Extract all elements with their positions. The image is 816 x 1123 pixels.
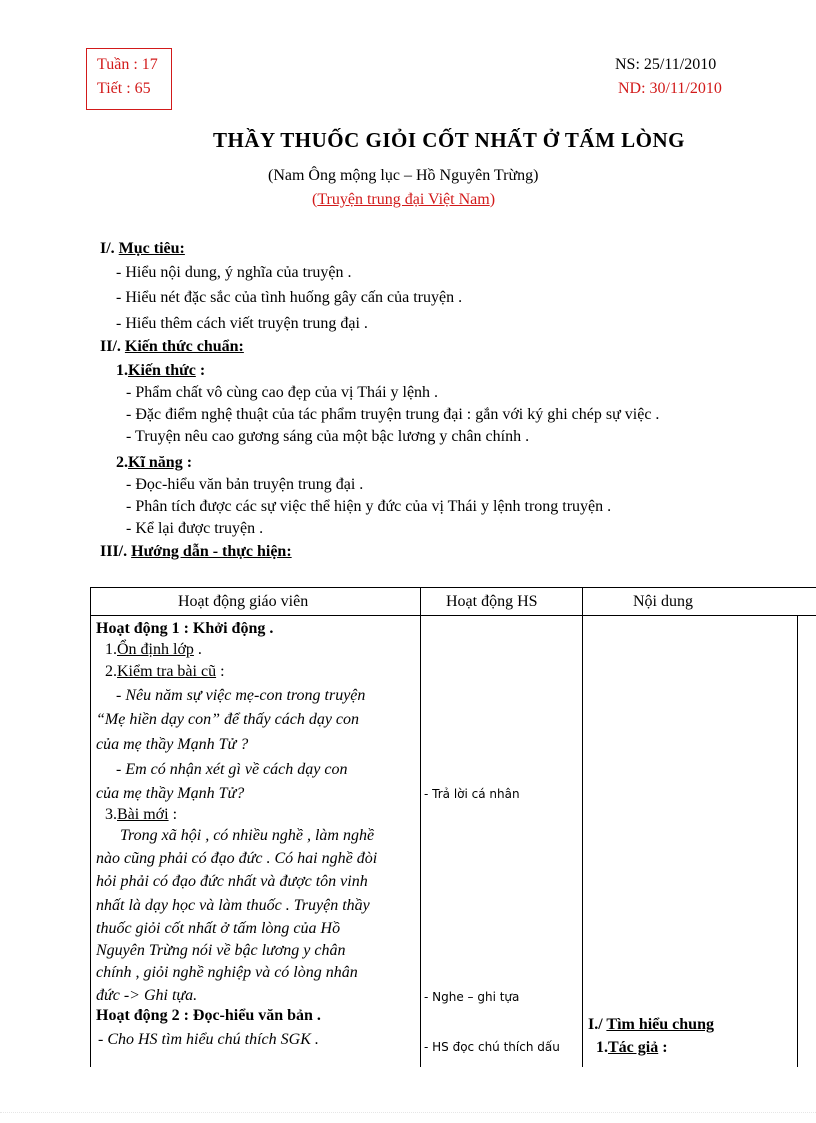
skill-item: - Đọc-hiểu văn bản truyện trung đại . bbox=[126, 476, 364, 493]
skill-item: - Phân tích được các sự việc thể hiện y đức của vị Thái y lệnh trong truyện . bbox=[126, 498, 612, 515]
skill-item: - Kể lại được truyện . bbox=[126, 520, 264, 537]
intro-line: đức -> Ghi tựa. bbox=[96, 987, 198, 1004]
nd-date: ND: 30/11/2010 bbox=[618, 80, 722, 97]
step-class-settle: 1.Ổn định lớp . bbox=[105, 641, 202, 658]
section-3-heading: III/. Hướng dẫn - thực hiện: bbox=[100, 543, 292, 560]
content-author-heading: 1.Tác giả : bbox=[596, 1039, 668, 1056]
lesson-label: Tiết : 65 bbox=[97, 80, 151, 97]
table-border-top bbox=[90, 587, 816, 588]
step-new-lesson: 3.Bài mới : bbox=[105, 806, 178, 823]
table-header-nd: Nội dung bbox=[633, 593, 693, 610]
objective-item: - Hiểu thêm cách viết truyện trung đại . bbox=[116, 315, 368, 332]
activity-2-item: - Cho HS tìm hiểu chú thích SGK . bbox=[98, 1031, 319, 1048]
knowledge-item: - Đặc điểm nghệ thuật của tác phẩm truyện trung đại : gắn với ký ghi chép sự việc . bbox=[126, 406, 660, 423]
subtitle-genre: (Truyện trung đại Việt Nam) bbox=[312, 191, 496, 208]
table-header-divider bbox=[90, 615, 816, 616]
intro-line: Trong xã hội , có nhiều nghề , làm nghề bbox=[120, 827, 375, 844]
table-col-divider bbox=[420, 587, 421, 1067]
student-answer: - Trả lời cá nhân bbox=[424, 787, 520, 801]
table-col-divider bbox=[797, 615, 798, 1067]
section-2-heading: II/. Kiến thức chuẩn: bbox=[100, 338, 244, 355]
intro-line: chính , giỏi nghề nghiệp và có lòng nhân bbox=[96, 964, 358, 981]
table-col-divider bbox=[582, 587, 583, 1067]
knowledge-item: - Truyện nêu cao gương sáng của một bậc lương y chân chính . bbox=[126, 428, 530, 445]
student-answer: - HS đọc chú thích dấu bbox=[424, 1040, 560, 1054]
step-old-lesson-check: 2.Kiểm tra bài cũ : bbox=[105, 663, 225, 680]
intro-line: thuốc giỏi cốt nhất ở tấm lòng của Hồ bbox=[96, 920, 341, 937]
content-section-heading: I./ Tìm hiểu chung bbox=[588, 1016, 714, 1033]
intro-line: hỏi phải có đạo đức nhất và được tôn vinh bbox=[96, 873, 368, 890]
activity-2-heading: Hoạt động 2 : Đọc-hiểu văn bản . bbox=[96, 1007, 321, 1024]
intro-line: nhất là dạy học và làm thuốc . Truyện thầy bbox=[96, 897, 370, 914]
intro-line: nào cũng phải có đạo đức . Có hai nghề đòi bbox=[96, 850, 378, 867]
table-header-hs: Hoạt động HS bbox=[446, 593, 538, 610]
subtitle: (Nam Ông mộng lục – Hồ Nguyên Trừng) bbox=[268, 167, 539, 184]
activity-1-heading: Hoạt động 1 : Khởi động . bbox=[96, 620, 274, 637]
question-line: - Em có nhận xét gì về cách dạy con bbox=[116, 761, 348, 778]
ns-date: NS: 25/11/2010 bbox=[615, 56, 717, 73]
week-label: Tuần : 17 bbox=[97, 56, 158, 73]
question-line: của mẹ thầy Mạnh Tử ? bbox=[96, 736, 249, 753]
week-lesson-box bbox=[86, 48, 172, 110]
table-border-left bbox=[90, 587, 91, 1067]
knowledge-item: - Phẩm chất vô cùng cao đẹp của vị Thái y lệnh . bbox=[126, 384, 439, 401]
question-line: - Nêu năm sự việc mẹ-con trong truyện bbox=[116, 687, 366, 704]
question-line: “Mẹ hiền dạy con” để thấy cách dạy con bbox=[96, 711, 360, 728]
knowledge-heading: 1.Kiến thức : bbox=[116, 362, 206, 379]
objective-item: - Hiểu nội dung, ý nghĩa của truyện . bbox=[116, 264, 352, 281]
page-title: THẦY THUỐC GIỎI CỐT NHẤT Ở TẤM LÒNG bbox=[213, 128, 685, 152]
table-header-gv: Hoạt động giáo viên bbox=[178, 593, 309, 610]
objective-item: - Hiểu nét đặc sắc của tình huống gây cấn của truyện . bbox=[116, 289, 463, 306]
question-line: của mẹ thầy Mạnh Tử? bbox=[96, 785, 245, 802]
student-answer: - Nghe – ghi tựa bbox=[424, 990, 520, 1004]
page-footer-line bbox=[0, 1112, 816, 1113]
section-1-heading: I/. Mục tiêu: bbox=[100, 240, 185, 257]
intro-line: Nguyên Trừng nói về bậc lương y chân bbox=[96, 942, 346, 959]
skills-heading: 2.Kĩ năng : bbox=[116, 454, 193, 471]
